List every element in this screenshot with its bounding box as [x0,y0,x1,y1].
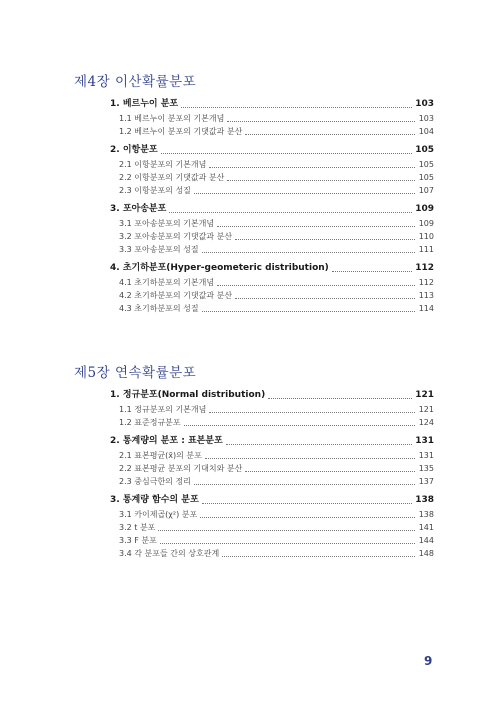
leader-dots [217,225,415,227]
section-label: 2. 이항분포 [110,145,158,155]
subsection-page: 105 [418,173,434,182]
toc-section[interactable] [110,143,434,158]
section-label: 1. 베르누이 분포 [110,99,179,109]
leader-dots [200,516,415,518]
subsection-page: 131 [418,451,434,460]
subsection-label: 3.4 각 분포들 간의 상호관계 [119,549,220,558]
leader-dots [227,179,415,181]
leader-dots [245,470,415,472]
subsection-page: 138 [418,510,434,519]
leader-dots [184,424,415,426]
toc-subsection[interactable] [110,521,434,534]
chapter-5-toc [110,388,434,560]
subsection-label: 4.3 초기하분포의 성질 [119,304,199,313]
subsection-label: 3.2 포아송분포의 기댓값과 분산 [119,232,233,241]
section-page: 103 [415,99,434,109]
toc-subsection[interactable] [110,230,434,243]
subsection-label: 3.3 F 분포 [119,536,157,545]
subsection-label: 2.3 이항분포의 성질 [119,186,191,195]
subsection-page: 124 [418,418,434,427]
toc-subsection[interactable] [110,302,434,315]
leader-dots [268,397,412,399]
subsection-label: 2.3 중심극한의 정리 [119,477,191,486]
toc-subsection[interactable] [110,289,434,302]
subsection-page: 113 [418,291,434,300]
section-label: 3. 포아송분포 [110,204,167,214]
subsection-page: 137 [418,477,434,486]
toc-section[interactable] [110,388,434,403]
subsection-page: 107 [418,186,434,195]
subsection-page: 103 [418,114,434,123]
leader-dots [235,238,415,240]
subsection-page: 111 [418,245,434,254]
section-page: 109 [415,204,434,214]
subsection-label: 2.1 표본평균(x̄)의 분포 [119,451,202,460]
subsection-label: 3.1 카이제곱(χ²) 분포 [119,510,198,519]
subsection-label: 1.2 표준정규분포 [119,418,181,427]
toc-subsection[interactable] [110,416,434,429]
section-page: 112 [415,263,434,273]
leader-dots [209,166,415,168]
toc-subsection[interactable] [110,462,434,475]
toc-subsection[interactable] [110,112,434,125]
section-page: 121 [415,390,434,400]
toc-subsection[interactable] [110,158,434,171]
leader-dots [158,529,415,531]
leader-dots [222,555,415,557]
chapter-4-title: 제4장 이산확률분포 [74,74,197,90]
toc-subsection[interactable] [110,184,434,197]
subsection-label: 3.2 t 분포 [119,523,156,532]
subsection-page: 121 [418,405,434,414]
leader-dots [245,133,415,135]
subsection-label: 1.1 정규분포의 기본개념 [119,405,207,414]
subsection-page: 135 [418,464,434,473]
toc-subsection[interactable] [110,475,434,488]
leader-dots [169,211,412,213]
toc-subsection[interactable] [110,508,434,521]
subsection-page: 144 [418,536,434,545]
toc-subsection[interactable] [110,243,434,256]
subsection-label: 2.1 이항분포의 기본개념 [119,160,207,169]
section-label: 2. 통계량의 분포 : 표본분포 [110,436,223,446]
toc-subsection[interactable] [110,217,434,230]
subsection-label: 4.2 초기하분포의 기댓값과 분산 [119,291,233,300]
leader-dots [332,270,412,272]
leader-dots [202,251,415,253]
toc-subsection[interactable] [110,125,434,138]
leader-dots [217,284,415,286]
section-page: 105 [415,145,434,155]
leader-dots [202,502,413,504]
toc-section[interactable] [110,493,434,508]
subsection-label: 3.1 포아송분포의 기본개념 [119,219,215,228]
leader-dots [226,443,412,445]
section-page: 138 [415,495,434,505]
section-page: 131 [415,436,434,446]
leader-dots [227,120,415,122]
section-label: 4. 초기하분포(Hyper-geometeric distribution) [110,263,329,273]
subsection-page: 141 [418,523,434,532]
toc-section[interactable] [110,261,434,276]
subsection-page: 148 [418,549,434,558]
leader-dots [202,310,415,312]
toc-subsection[interactable] [110,403,434,416]
subsection-page: 109 [418,219,434,228]
leader-dots [161,152,413,154]
toc-section[interactable] [110,434,434,449]
leader-dots [194,192,415,194]
subsection-page: 114 [418,304,434,313]
toc-subsection[interactable] [110,534,434,547]
chapter-4-toc [110,97,434,315]
section-label: 3. 통계량 함수의 분포 [110,495,199,505]
toc-subsection[interactable] [110,547,434,560]
leader-dots [205,457,415,459]
leader-dots [209,411,415,413]
toc-subsection[interactable] [110,276,434,289]
subsection-label: 3.3 포아송분포의 성질 [119,245,199,254]
subsection-label: 2.2 이항분포의 기댓값과 분산 [119,173,225,182]
toc-section[interactable] [110,202,434,217]
leader-dots [181,106,412,108]
leader-dots [160,542,415,544]
subsection-label: 4.1 초기하분포의 기본개념 [119,278,215,287]
chapter-5-title: 제5장 연속확률분포 [74,365,197,381]
section-label: 1. 정규분포(Normal distribution) [110,390,266,400]
leader-dots [235,297,415,299]
subsection-page: 112 [418,278,434,287]
leader-dots [194,483,415,485]
subsection-label: 1.1 베르누이 분포의 기본개념 [119,114,225,123]
page-number: 9 [424,654,433,668]
subsection-label: 2.2 표본평균 분포의 기대치와 분산 [119,464,243,473]
subsection-label: 1.2 베르누이 분포의 기댓값과 분산 [119,127,243,136]
subsection-page: 104 [418,127,434,136]
toc-subsection[interactable] [110,449,434,462]
subsection-page: 110 [418,232,434,241]
subsection-page: 105 [418,160,434,169]
toc-subsection[interactable] [110,171,434,184]
toc-section[interactable] [110,97,434,112]
